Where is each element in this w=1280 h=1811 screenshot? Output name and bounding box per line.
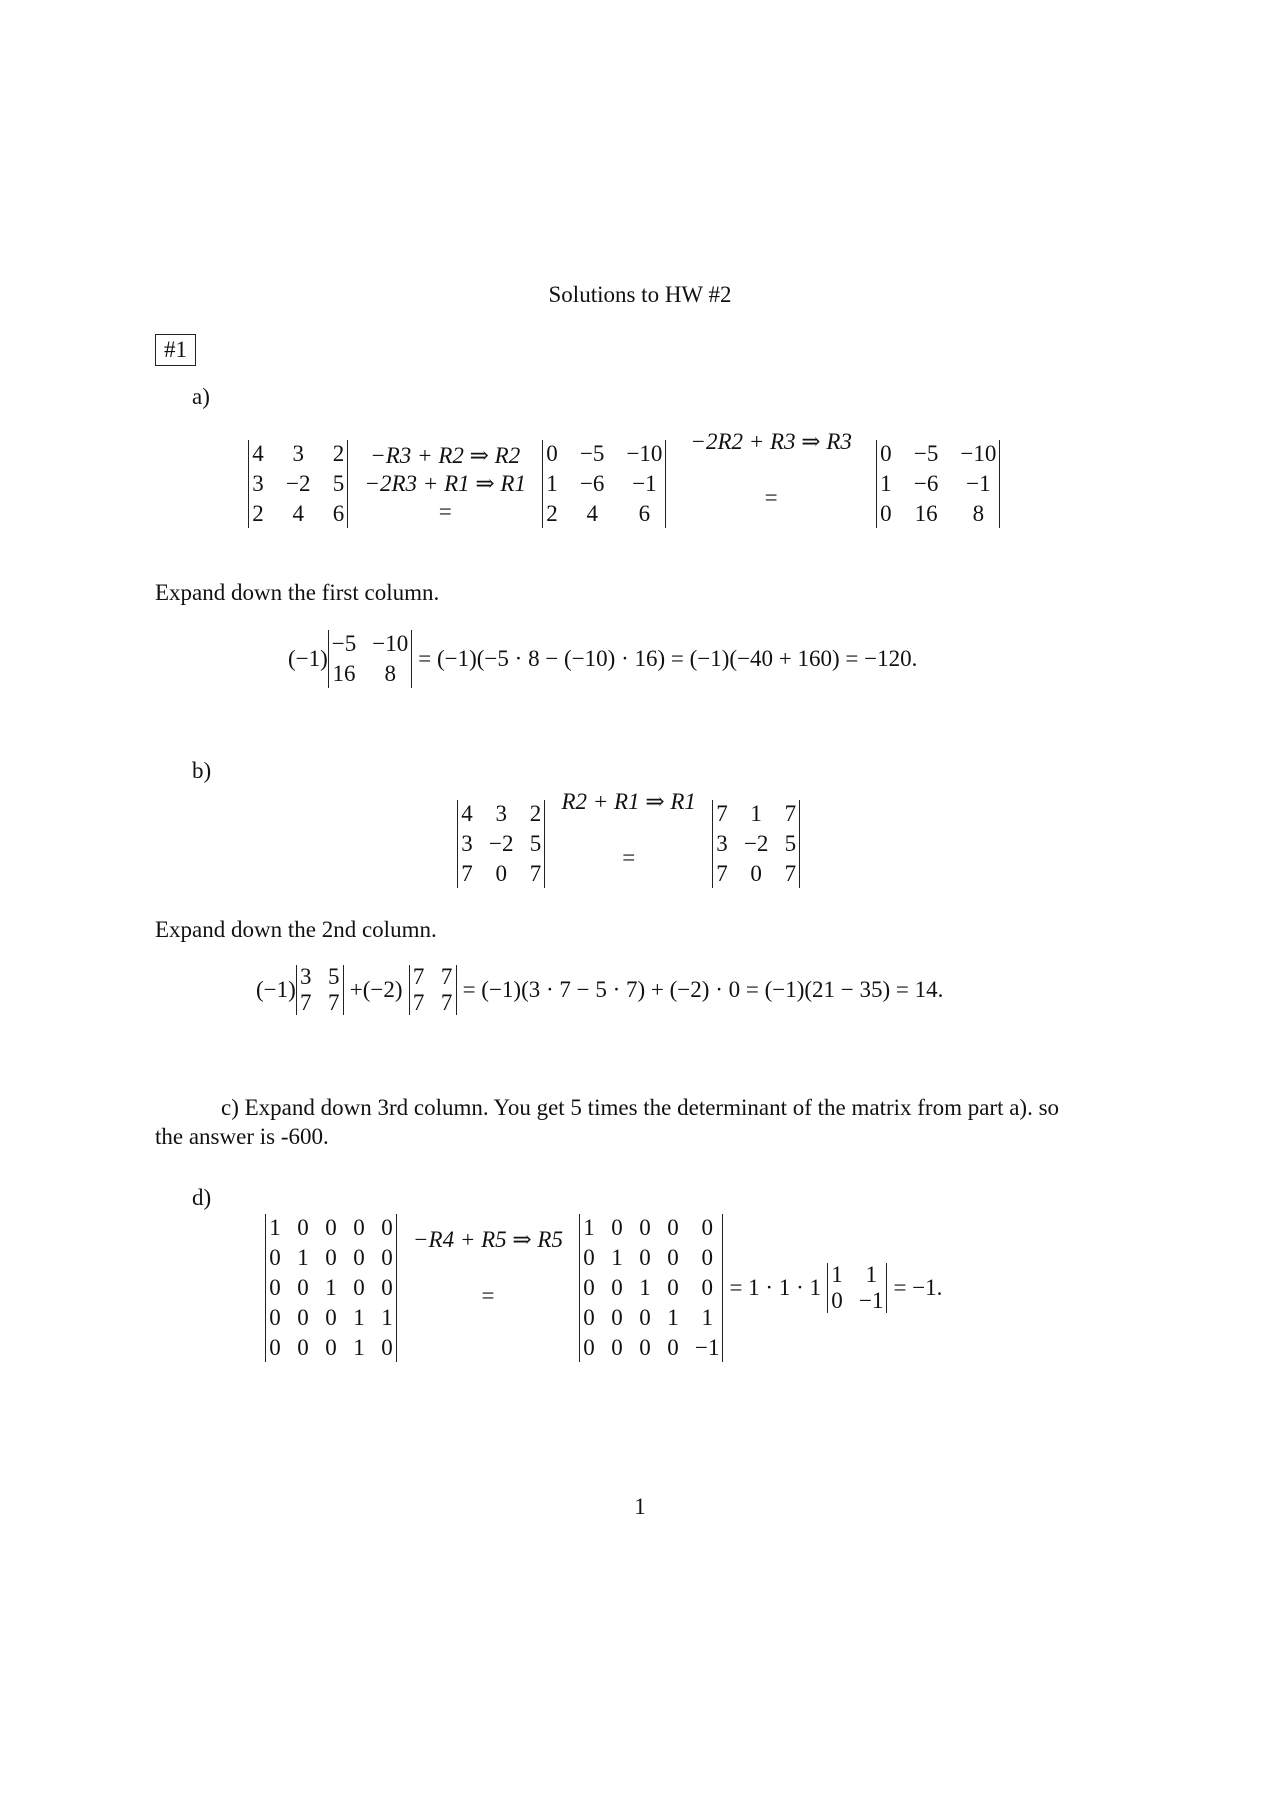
coefficient: (−1) [256, 977, 296, 1002]
matrix-b1 [457, 800, 545, 888]
matrix-entry: 16 [914, 501, 938, 526]
matrix-entry: 5 [529, 831, 542, 856]
matrix-entry: 7 [529, 861, 542, 886]
part-b-expansion [256, 965, 949, 1015]
matrix-entry: 0 [583, 1275, 595, 1300]
matrix-entry: 0 [611, 1305, 623, 1330]
matrix-entry: 0 [583, 1245, 595, 1270]
matrix-entry: −10 [372, 631, 409, 656]
matrix-entry: 0 [269, 1245, 281, 1270]
matrix-entry: 0 [701, 1245, 713, 1270]
matrix-entry: 0 [639, 1305, 651, 1330]
matrix-entry: 0 [667, 1215, 679, 1240]
matrix-entry: 1 [639, 1275, 651, 1300]
result-d: = −1. [893, 1275, 943, 1300]
matrix-entry: 7 [440, 990, 453, 1015]
matrix-entry: 0 [269, 1305, 281, 1330]
matrix-entry: 1 [546, 471, 558, 496]
minor-a [328, 630, 412, 688]
part-a-expansion [288, 630, 923, 688]
part-b-label: b) [192, 758, 212, 783]
matrix-entry: 4 [292, 501, 304, 526]
op-line: −2R3 + R1 ⇒ R1 [364, 471, 526, 496]
matrix-d2 [579, 1214, 723, 1362]
page-title: Solutions to HW #2 [548, 282, 732, 307]
coefficient: (−1) [288, 646, 328, 671]
matrix-entry: 0 [546, 441, 558, 466]
row-op [413, 1226, 563, 1310]
equals: = [438, 499, 452, 524]
product: = 1 · 1 · 1 [729, 1275, 821, 1300]
matrix-entry: 1 [750, 801, 762, 826]
matrix-entry: −2 [489, 831, 514, 856]
matrix-entry: 0 [611, 1335, 623, 1360]
minor-b1 [296, 965, 344, 1015]
matrix-entry: 1 [583, 1215, 595, 1240]
part-d-row-reduction [265, 1214, 948, 1362]
matrix-entry: 8 [384, 661, 397, 686]
matrix-entry: −6 [913, 471, 939, 496]
matrix-entry: −1 [966, 471, 991, 496]
matrix-entry: −1 [694, 1335, 720, 1360]
row-op [561, 788, 695, 872]
result-b: = (−1)(3 · 7 − 5 · 7) + (−2) · 0 = (−1)(21 − 35) = 14. [462, 977, 944, 1002]
matrix-entry: 0 [325, 1215, 337, 1240]
op-line: −R3 + R2 ⇒ R2 [370, 443, 521, 468]
matrix-entry: −5 [913, 441, 939, 466]
matrix-entry: −1 [859, 1288, 884, 1313]
matrix-entry: 1 [381, 1305, 393, 1330]
matrix-entry: −5 [579, 441, 605, 466]
matrix-entry: 0 [297, 1335, 309, 1360]
matrix-entry: 0 [269, 1275, 281, 1300]
matrix-entry: 1 [611, 1245, 623, 1270]
matrix-entry: 7 [440, 964, 453, 989]
problem-label: #1 [155, 334, 196, 366]
matrix-entry: 0 [381, 1215, 393, 1240]
matrix-entry: 7 [716, 801, 728, 826]
matrix-entry: 7 [412, 990, 425, 1015]
matrix-entry: 7 [784, 861, 797, 886]
matrix-entry: 1 [865, 1262, 877, 1287]
page-number: 1 [634, 1494, 646, 1519]
matrix-entry: 1 [325, 1275, 337, 1300]
matrix-entry: 4 [252, 441, 264, 466]
row-op [690, 428, 851, 512]
matrix-entry: 0 [880, 501, 892, 526]
matrix-entry: 7 [716, 861, 728, 886]
matrix-entry: 0 [583, 1305, 595, 1330]
matrix-entry: 0 [611, 1275, 623, 1300]
matrix-entry: 0 [880, 441, 892, 466]
matrix-entry: 0 [667, 1275, 679, 1300]
matrix-entry: 4 [461, 801, 473, 826]
matrix-entry: 0 [353, 1215, 365, 1240]
matrix-entry: 5 [332, 471, 345, 496]
matrix-entry: −6 [579, 471, 605, 496]
matrix-entry: 7 [784, 801, 797, 826]
matrix-entry: 0 [325, 1335, 337, 1360]
matrix-entry: 1 [353, 1335, 365, 1360]
result-a: = (−1)(−5 · 8 − (−10) · 16) = (−1)(−40 + 160) = −120. [418, 646, 918, 671]
matrix-a3 [876, 440, 1000, 528]
matrix-entry: 5 [328, 964, 340, 989]
matrix-entry: 0 [269, 1335, 281, 1360]
matrix-entry: 1 [880, 471, 892, 496]
matrix-entry: 0 [353, 1245, 365, 1270]
op-line: −R4 + R5 ⇒ R5 [413, 1227, 563, 1252]
matrix-entry: 0 [639, 1215, 651, 1240]
op-line: R2 + R1 ⇒ R1 [561, 789, 696, 814]
matrix-entry: 7 [300, 990, 312, 1015]
matrix-entry: 4 [586, 501, 598, 526]
matrix-a2 [542, 440, 666, 528]
matrix-entry: 0 [297, 1275, 309, 1300]
matrix-entry: 0 [611, 1215, 623, 1240]
op-line: −2R2 + R3 ⇒ R3 [690, 429, 852, 454]
matrix-entry: 1 [297, 1245, 309, 1270]
expand-text-b: Expand down the 2nd column. [155, 917, 437, 942]
matrix-entry: 1 [831, 1262, 843, 1287]
matrix-entry: −10 [960, 441, 997, 466]
matrix-entry: −10 [626, 441, 663, 466]
matrix-entry: 0 [297, 1215, 309, 1240]
matrix-entry: 6 [638, 501, 651, 526]
matrix-d1 [265, 1214, 397, 1362]
matrix-entry: −2 [743, 831, 769, 856]
matrix-entry: 0 [701, 1215, 713, 1240]
matrix-entry: −5 [331, 631, 357, 656]
matrix-entry: 0 [325, 1245, 337, 1270]
matrix-entry: 3 [300, 964, 312, 989]
matrix-entry: 2 [529, 801, 542, 826]
minor-d [827, 1263, 887, 1313]
matrix-entry: 0 [381, 1335, 393, 1360]
part-a-row-reduction [248, 429, 1000, 528]
matrix-entry: 1 [667, 1305, 679, 1330]
matrix-entry: −2 [286, 471, 311, 496]
matrix-entry: 0 [831, 1288, 843, 1313]
matrix-entry: 0 [583, 1335, 595, 1360]
matrix-entry: 0 [667, 1335, 679, 1360]
matrix-entry: 3 [716, 831, 728, 856]
equals: = [622, 845, 636, 870]
matrix-entry: 2 [252, 501, 264, 526]
matrix-entry: 0 [667, 1245, 679, 1270]
matrix-entry: 0 [639, 1245, 651, 1270]
matrix-entry: 0 [325, 1305, 337, 1330]
matrix-entry: 2 [546, 501, 558, 526]
equals: = [481, 1283, 495, 1308]
matrix-a1 [248, 440, 348, 528]
matrix-entry: 1 [353, 1305, 365, 1330]
matrix-entry: 1 [269, 1215, 281, 1240]
matrix-entry: 0 [381, 1275, 393, 1300]
part-d-label: d) [192, 1185, 212, 1210]
matrix-entry: 16 [332, 661, 356, 686]
matrix-entry: 0 [639, 1335, 651, 1360]
part-a-label: a) [192, 384, 210, 409]
matrix-entry: 1 [701, 1305, 713, 1330]
matrix-entry: 5 [784, 831, 797, 856]
matrix-entry: 0 [353, 1275, 365, 1300]
matrix-entry: 7 [412, 964, 425, 989]
matrix-entry: 0 [381, 1245, 393, 1270]
matrix-entry: 3 [292, 441, 304, 466]
matrix-entry: −1 [632, 471, 657, 496]
matrix-entry: 3 [252, 471, 264, 496]
matrix-entry: 7 [461, 861, 473, 886]
matrix-entry: 0 [495, 861, 507, 886]
matrix-entry: 6 [332, 501, 345, 526]
coefficient: +(−2) [349, 977, 403, 1002]
matrix-entry: 0 [297, 1305, 309, 1330]
minor-b2 [409, 965, 457, 1015]
equals: = [764, 485, 778, 510]
matrix-entry: 0 [701, 1275, 713, 1300]
matrix-entry: 7 [328, 990, 340, 1015]
matrix-entry: 3 [495, 801, 507, 826]
part-b-row-reduction [457, 789, 800, 888]
part-c-line2: the answer is -600. [155, 1124, 329, 1149]
matrix-entry: 2 [332, 441, 345, 466]
expand-text-a: Expand down the first column. [155, 580, 440, 605]
row-op [364, 442, 525, 526]
matrix-entry: 8 [972, 501, 985, 526]
matrix-b2 [712, 800, 800, 888]
matrix-entry: 0 [750, 861, 762, 886]
part-c-line1: c) Expand down 3rd column. You get 5 times the determinant of the matrix from part a). so [221, 1095, 1060, 1120]
matrix-entry: 3 [461, 831, 473, 856]
